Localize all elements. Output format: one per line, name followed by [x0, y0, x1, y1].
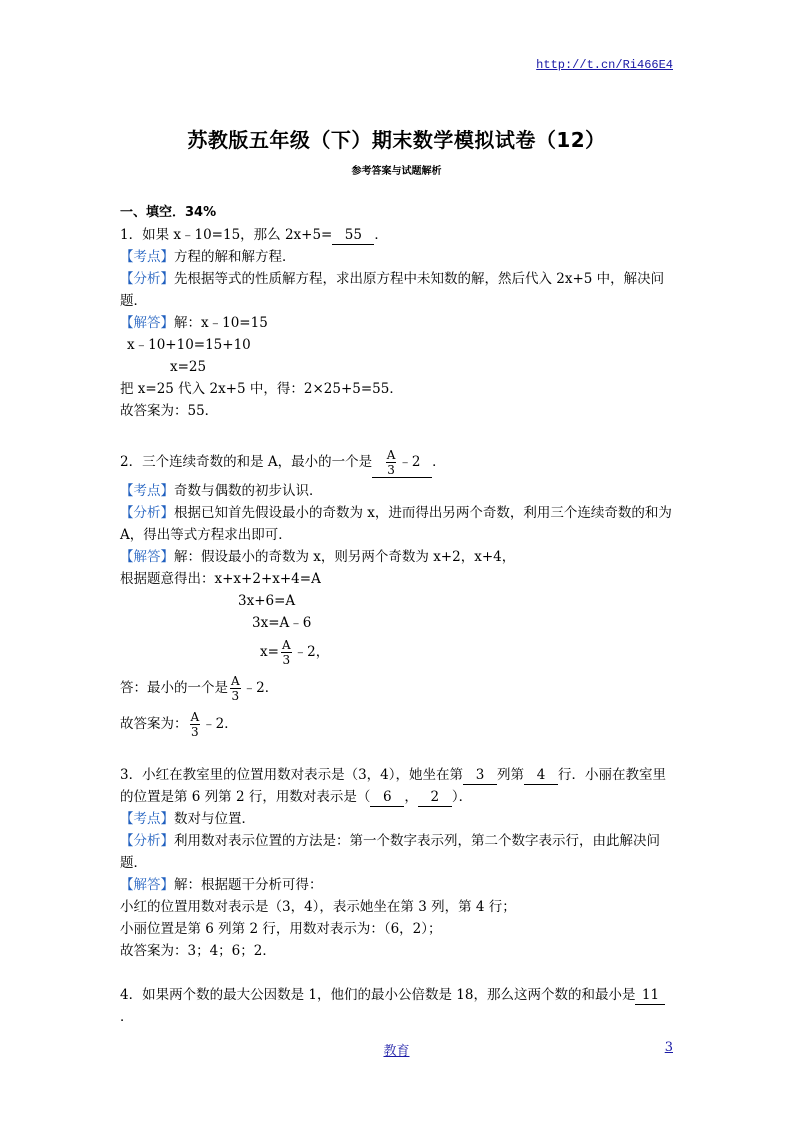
footer-link[interactable]: 教育 [383, 1044, 410, 1059]
q2-step4: x= $\frac{A}{3}$ ﹣2， [260, 638, 330, 667]
q2-kaodian [120, 480, 675, 502]
q3-kaodian-text: 数对与位置． [174, 811, 255, 827]
page-title: 苏教版五年级（下）期末数学模拟试卷（12） [187, 128, 606, 152]
q2-step3: 3x=A﹣6 [252, 615, 312, 631]
q1-fenxi-text: 先根据等式的性质解方程，求出原方程中未知数的解，然后代入 2x+5 中，解决问题． [120, 271, 665, 309]
q3-fenxi [120, 830, 675, 874]
q1-jieda [120, 312, 675, 334]
q2-answer-line: 答：最小的一个是 $\frac{A}{3}$ ﹣2． [120, 674, 279, 703]
q3-prompt-line1: 3．小红在教室里的位置用数对表示是（3，4），她坐在第 3 列第 4 行．小丽在教室里 [120, 767, 667, 783]
q3-prompt-line2: 的位置是第 6 列第 2 行，用数对表示是（ 6 ， 2 ）． [120, 789, 473, 805]
section-heading: 一、填空．34% [120, 205, 217, 220]
q2-step1: 根据题意得出：x+x+2+x+4=A [120, 571, 321, 587]
q2-jieda [120, 546, 675, 568]
header-link[interactable]: http://t.cn/Ri466E4 [536, 58, 673, 72]
q3-jieda [120, 874, 675, 896]
q1-jieda-text: 解：x﹣10=15 [174, 315, 268, 331]
q3-kaodian [120, 808, 675, 830]
q4-answer-blank: 11 [635, 986, 665, 1005]
q2-step2: 3x+6=A [238, 593, 296, 609]
q4-prompt [120, 984, 675, 1028]
q2-fenxi-text: 根据已知首先假设最小的奇数为 x，进而得出另两个奇数，利用三个连续奇数的和为 A，得出等式方程求出即可． [120, 505, 672, 543]
q1-kaodian-text: 方程的解和解方程． [174, 249, 296, 265]
q4-end: ． [120, 1009, 134, 1025]
q3-blank-row: 4 [524, 766, 558, 785]
q2-final-fraction: $\frac{A}{3}$ [190, 710, 200, 739]
q2-end: ． [432, 454, 446, 470]
q1-end: ． [374, 227, 388, 243]
q3-blank-pair-y: 2 [418, 788, 452, 807]
fenxi-tag: 【分析】 [120, 505, 174, 521]
q2-prompt [120, 444, 675, 480]
kaodian-tag: 【考点】 [120, 249, 174, 265]
q2-answer-blank: $\frac{A}{3}$ ﹣2 [372, 449, 432, 478]
jieda-tag: 【解答】 [120, 549, 174, 565]
q2-final: 故答案为： $\frac{A}{3}$ ﹣2． [120, 710, 238, 739]
q2-prompt-text: 2．三个连续奇数的和是 A，最小的一个是 [120, 454, 373, 470]
q3-jieda-text: 解：根据题干分析可得： [174, 877, 323, 893]
q1-step1: x﹣10+10=15+10 [127, 337, 251, 353]
q3-final: 故答案为：3；4；6；2． [120, 943, 276, 959]
q1-answer-blank: 55 [332, 226, 374, 245]
q4-prompt-text: 4．如果两个数的最大公因数是 1，他们的最小公倍数是 18，那么这两个数的和最小是 [120, 987, 636, 1003]
fenxi-tag: 【分析】 [120, 271, 174, 287]
q2-answer-line-fraction: $\frac{A}{3}$ [231, 674, 240, 703]
jieda-tag: 【解答】 [120, 877, 174, 893]
jieda-tag: 【解答】 [120, 315, 174, 331]
q1-step3: 把 x=25 代入 2x+5 中，得：2×25+5=55． [120, 381, 403, 397]
q3-step1: 小红的位置用数对表示是（3，4），表示她坐在第 3 列，第 4 行； [120, 899, 516, 915]
q1-step2: x=25 [170, 359, 207, 375]
q2-jieda-text: 解：假设最小的奇数为 x，则另两个奇数为 x+2，x+4， [174, 549, 516, 565]
q2-fenxi [120, 502, 675, 546]
q1-prompt-text: 1．如果 x﹣10=15，那么 2x+5= [120, 227, 333, 243]
q1-final: 故答案为：55． [120, 403, 219, 419]
q2-kaodian-text: 奇数与偶数的初步认识． [174, 483, 323, 499]
q3-fenxi-text: 利用数对表示位置的方法是：第一个数字表示列，第二个数字表示行，由此解决问题． [120, 833, 660, 871]
page-number: 3 [664, 1040, 673, 1055]
kaodian-tag: 【考点】 [120, 811, 174, 827]
kaodian-tag: 【考点】 [120, 483, 174, 499]
q3-step2: 小丽位置是第 6 列第 2 行，用数对表示为：（6，2）； [120, 921, 442, 937]
q2-step4-fraction: $\frac{A}{3}$ [281, 638, 291, 667]
q3-blank-pair-x: 6 [370, 788, 404, 807]
q2-answer-fraction: $\frac{A}{3}$ [386, 448, 396, 477]
page-subtitle: 参考答案与试题解析 [351, 166, 442, 177]
fenxi-tag: 【分析】 [120, 833, 174, 849]
q1-prompt [120, 224, 675, 246]
q1-fenxi [120, 268, 675, 312]
answer-content [120, 202, 675, 1028]
q1-kaodian [120, 246, 675, 268]
q3-blank-column: 3 [463, 766, 497, 785]
